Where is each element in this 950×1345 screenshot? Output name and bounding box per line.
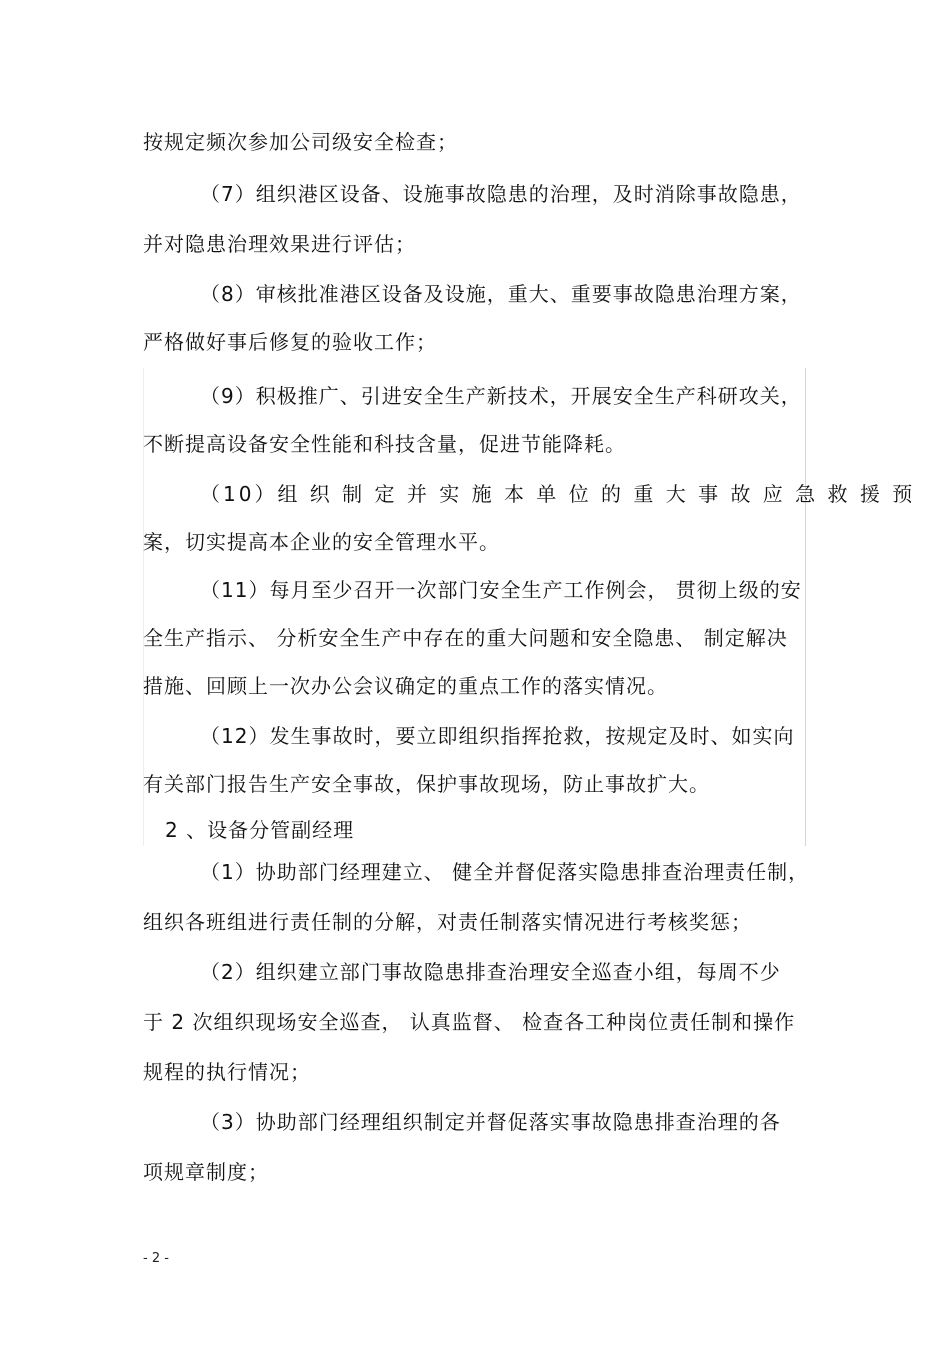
- text-line: （1）协助部门经理建立、 健全并督促落实隐患排查治理责任制，: [200, 860, 810, 884]
- text-line: （3）协助部门经理组织制定并督促落实事故隐患排查治理的各: [200, 1110, 781, 1134]
- text-line: 规程的执行情况；: [143, 1060, 311, 1084]
- text-line: 按规定频次参加公司级安全检查；: [143, 130, 458, 154]
- text-line: 项规章制度；: [143, 1160, 269, 1184]
- text-line: 案，切实提高本企业的安全管理水平。: [143, 530, 500, 554]
- text-line: （8）审核批准港区设备及设施，重大、重要事故隐患治理方案，: [200, 282, 802, 306]
- page-number: - 2 -: [143, 1251, 169, 1266]
- text-line: 措施、回顾上一次办公会议确定的重点工作的落实情况。: [143, 674, 668, 698]
- right-margin-rule: [805, 368, 806, 846]
- text-line: （12）发生事故时，要立即组织指挥抢救，按规定及时、如实向: [200, 724, 795, 748]
- text-line: （7）组织港区设备、设施事故隐患的治理，及时消除事故隐患，: [200, 182, 802, 206]
- text-line: （9）积极推广、引进安全生产新技术，开展安全生产科研攻关，: [200, 384, 802, 408]
- text-line: 不断提高设备安全性能和科技含量，促进节能降耗。: [143, 432, 626, 456]
- text-line: 有关部门报告生产安全事故，保护事故现场，防止事故扩大。: [143, 772, 710, 796]
- text-line: 全生产指示、 分析安全生产中存在的重大问题和安全隐患、 制定解决: [143, 626, 788, 650]
- text-line: （11）每月至少召开一次部门安全生产工作例会， 贯彻上级的安: [200, 578, 802, 602]
- text-line: 并对隐患治理效果进行评估；: [143, 232, 416, 256]
- text-line: （10）组 织 制 定 并 实 施 本 单 位 的 重 大 事 故 应 急 救 援 预: [200, 482, 916, 506]
- section-heading: 2 、设备分管副经理: [165, 818, 355, 842]
- text-line: （2）组织建立部门事故隐患排查治理安全巡查小组，每周不少: [200, 960, 781, 984]
- text-line: 组织各班组进行责任制的分解，对责任制落实情况进行考核奖惩；: [143, 910, 752, 934]
- text-line: 严格做好事后修复的验收工作；: [143, 330, 437, 354]
- text-line: 于 2 次组织现场安全巡查， 认真监督、 检查各工种岗位责任制和操作: [143, 1010, 796, 1034]
